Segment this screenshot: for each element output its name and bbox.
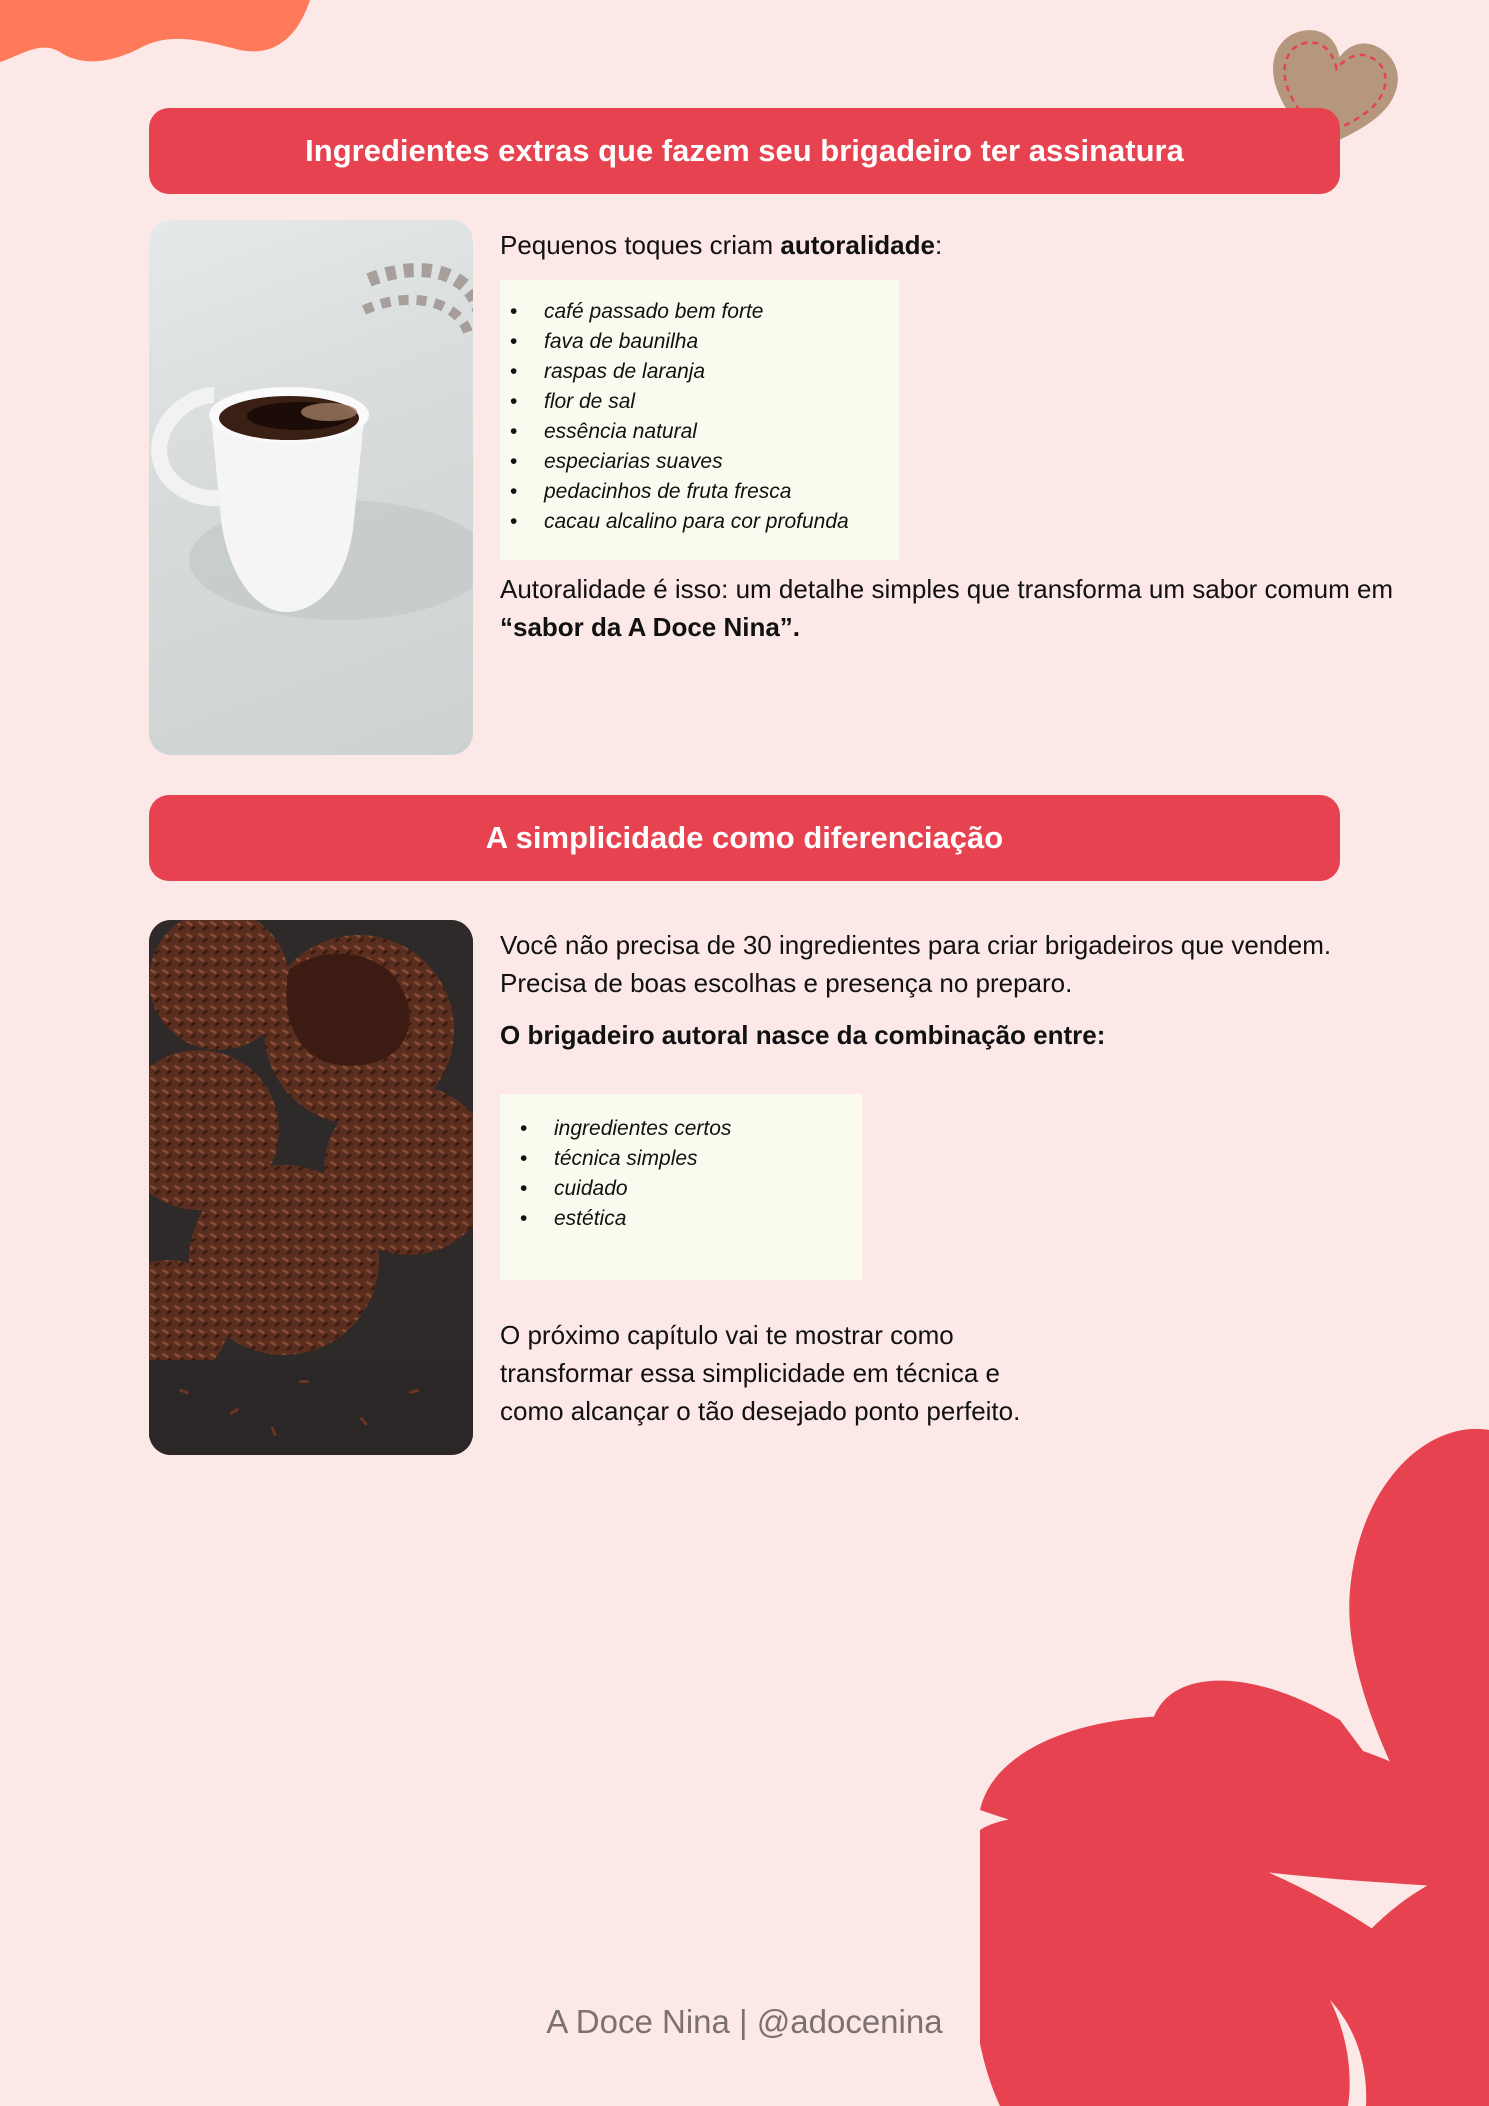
list-item: • cuidado [510, 1174, 862, 1204]
list-item: • café passado bem forte [500, 297, 899, 327]
list-item: • especiarias suaves [500, 447, 899, 477]
coffee-cup-photo [149, 220, 473, 755]
combination-subheading: O brigadeiro autoral nasce da combinação entre: [500, 1020, 1106, 1050]
intro-prefix: Pequenos toques criam [500, 230, 781, 260]
list-item: • ingredientes certos [510, 1114, 862, 1144]
list-item: • fava de baunilha [500, 327, 899, 357]
combination-list [500, 1094, 862, 1280]
simplicity-paragraph: Você não precisa de 30 ingredientes para criar brigadeiros que vendem. Precisa de boas escolhas e presença no preparo. [500, 930, 1332, 998]
intro-paragraph [500, 226, 1350, 264]
intro-bold: autoralidade [780, 230, 935, 260]
corner-wave-decoration [0, 0, 320, 72]
section-title-banner [149, 108, 1340, 194]
closing-paragraph [500, 570, 1400, 646]
list-item: • pedacinhos de fruta fresca [500, 477, 899, 507]
section-title-banner [149, 795, 1340, 881]
list-item: • essência natural [500, 417, 899, 447]
next-chapter-paragraph: O próximo capítulo vai te mostrar como transformar essa simplicidade em técnica e como alcançar o tão desejado ponto perfeito. [500, 1320, 1021, 1426]
closing-bold: “sabor da A Doce Nina”. [500, 612, 801, 642]
list-item: • flor de sal [500, 387, 899, 417]
list-item: • raspas de laranja [500, 357, 899, 387]
extra-ingredients-list [500, 280, 899, 560]
list-item: • cacau alcalino para cor profunda [500, 507, 899, 537]
brigadeiros-photo [149, 920, 473, 1455]
list-item: • estética [510, 1204, 862, 1234]
list-item: • técnica simples [510, 1144, 862, 1174]
section-title: A simplicidade como diferenciação [485, 820, 1004, 855]
closing-text: Autoralidade é isso: um detalhe simples que transforma um sabor comum em [500, 574, 1394, 604]
intro-suffix: : [934, 230, 943, 260]
footer-credit: A Doce Nina | @adocenina [546, 2003, 943, 2040]
section-title: Ingredientes extras que fazem seu brigadeiro ter assinatura [305, 133, 1184, 168]
